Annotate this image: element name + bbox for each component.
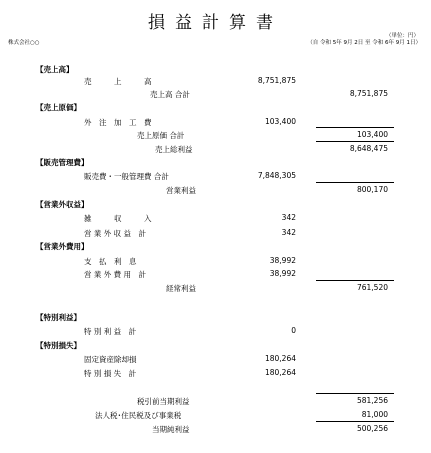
row-operating-income-label: 営業利益	[166, 186, 196, 195]
row-misc-income-value: 342	[281, 213, 296, 222]
unit-note: （単位：円）	[385, 33, 419, 39]
row-asset-disposal-value: 180,264	[264, 354, 296, 363]
row-nonop-income-total-label: 営 業 外 収 益 計	[84, 229, 147, 238]
row-asset-disposal-label: 固定資産除却損	[84, 355, 137, 364]
row-sales-total-label: 売上高 合計	[150, 90, 190, 99]
divider	[316, 182, 394, 183]
row-ordinary-income-label: 経常利益	[166, 284, 196, 293]
row-pretax-income-value: 581,256	[356, 396, 388, 405]
section-nonop-income-header: 【営業外収益】	[36, 200, 89, 209]
row-special-loss-total-label: 特 別 損 失 計	[84, 369, 137, 378]
row-special-income-total-label: 特 別 利 益 計	[84, 327, 137, 336]
section-sales-header: 【売上高】	[36, 65, 74, 74]
section-special-loss-header: 【特別損失】	[36, 341, 81, 350]
row-special-loss-total-value: 180,264	[264, 368, 296, 377]
section-sga-header: 【販売管理費】	[36, 158, 89, 167]
row-gross-profit-label: 売上総利益	[155, 145, 193, 154]
divider	[316, 393, 394, 394]
section-special-income-header: 【特別利益】	[36, 313, 81, 322]
row-net-income-value: 500,256	[356, 424, 388, 433]
row-ordinary-income-value: 761,520	[356, 283, 388, 292]
section-nonop-exp-header: 【営業外費用】	[36, 242, 89, 251]
row-nonop-exp-total-value: 38,992	[269, 269, 296, 278]
divider	[316, 127, 394, 128]
section-cogs-header: 【売上原価】	[36, 103, 81, 112]
row-special-income-total-value: 0	[291, 326, 296, 335]
row-taxes-label: 法人税･住民税及び事業税	[95, 411, 182, 420]
divider	[316, 421, 394, 422]
row-sga-total-value: 7,848,305	[257, 171, 296, 180]
row-operating-income-value: 800,170	[356, 185, 388, 194]
row-sga-total-label: 販売費・一般管理費 合計	[84, 172, 169, 181]
row-misc-income-label: 雑 収 入	[84, 214, 152, 223]
row-cogs-total-value: 103,400	[356, 130, 388, 139]
row-net-income-label: 当期純利益	[152, 425, 190, 434]
row-purchases-value: 103,400	[264, 117, 296, 126]
row-purchases-label: 外 注 加 工 費	[84, 118, 152, 127]
row-taxes-value: 81,000	[361, 410, 388, 419]
row-cogs-total-label: 売上原価 合計	[137, 131, 185, 140]
row-sales-value: 8,751,875	[257, 76, 296, 85]
divider	[316, 280, 394, 281]
row-sales-total-value: 8,751,875	[349, 89, 388, 98]
company-name: 株式会社○○	[8, 40, 40, 46]
fiscal-period: （自 令和 5年 9月 2日 至 令和 6年 9月 1日）	[307, 40, 421, 46]
row-pretax-income-label: 税引前当期利益	[137, 397, 190, 406]
page-title: 損益計算書	[148, 13, 283, 33]
row-interest-paid-label: 支 払 利 息	[84, 257, 137, 266]
row-nonop-income-total-value: 342	[281, 228, 296, 237]
row-sales-label: 売 上 高	[84, 77, 152, 86]
row-interest-paid-value: 38,992	[269, 256, 296, 265]
divider	[316, 141, 394, 142]
row-gross-profit-value: 8,648,475	[349, 144, 388, 153]
row-nonop-exp-total-label: 営 業 外 費 用 計	[84, 270, 147, 279]
